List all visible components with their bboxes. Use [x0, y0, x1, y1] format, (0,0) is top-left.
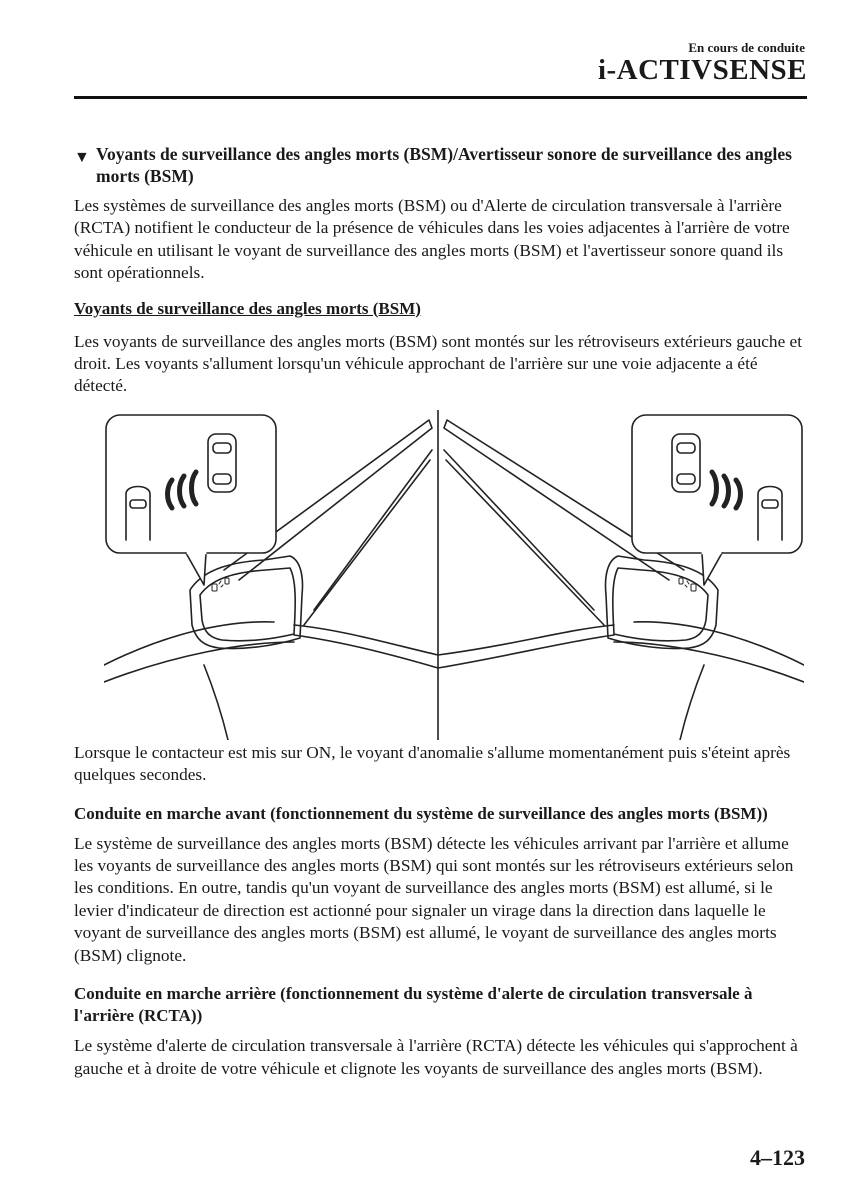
bsm-lights-heading: Voyants de surveillance des angles morts (BSM)	[74, 298, 421, 318]
triangle-marker-icon: ▼	[74, 149, 90, 166]
main-content	[74, 143, 806, 1080]
forward-heading: Conduite en marche avant (fonctionnement du système de surveillance des angles morts (BSM))	[74, 803, 768, 823]
after-figure-paragraph: Lorsque le contacteur est mis sur ON, le voyant d'anomalie s'allume momentanément puis s'éteint après quelques secondes.	[74, 742, 791, 785]
mirror-illustration	[104, 410, 804, 740]
section-heading	[74, 143, 806, 187]
mirror-illustration-svg	[104, 410, 804, 740]
header-kicker: En cours de conduite	[688, 40, 805, 55]
forward-paragraph: Le système de surveillance des angles morts (BSM) détecte les véhicules arrivant par l'arrière et allume les voyants de surveillance des angles morts (BSM) qui sont montés sur les rétroviseurs extérieurs selon les conditions. En outre, tandis qu'un voyant de surveillance des angles morts (BSM) est allumé, si le levier d'indicateur de direction est actionné pour signaler un virage dans la direction dans laquelle le voyant de surveillance des angles morts (BSM) est allumé, le voyant de surveillance des angles morts (BSM) clignote.	[74, 833, 794, 965]
page-title: i-ACTIVSENSE	[597, 54, 807, 86]
header-divider	[74, 96, 807, 99]
right-mirror-housing	[606, 556, 719, 649]
section-heading-text: Voyants de surveillance des angles morts (BSM)/Avertisseur sonore de surveillance des angles morts (BSM)	[96, 144, 792, 186]
reverse-paragraph: Le système d'alerte de circulation transversale à l'arrière (RCTA) détecte les véhicules qui s'approchent à gauche et à droite de votre véhicule et clignote les voyants de surveillance des angles morts (BSM).	[74, 1036, 798, 1078]
reverse-heading: Conduite en marche arrière (fonctionnement du système d'alerte de circulation transversale à l'arrière (RCTA))	[74, 984, 753, 1026]
left-mirror-glass	[200, 568, 295, 641]
left-mirror-housing	[190, 556, 303, 649]
right-mirror-glass	[613, 568, 708, 641]
page-number: 4–123	[750, 1145, 805, 1170]
bsm-lights-paragraph: Les voyants de surveillance des angles morts (BSM) sont montés sur les rétroviseurs extérieurs gauche et droit. Les voyants s'allument lorsqu'un véhicule approchant de l'arrière sur une voie adjacente a été détecté.	[74, 331, 803, 396]
intro-paragraph: Les systèmes de surveillance des angles morts (BSM) ou d'Alerte de circulation transversale à l'arrière (RCTA) notifient le conducteur de la présence de véhicules dans les voies adjacentes à l'arrière de votre véhicule en utilisant le voyant de surveillance des angles morts (BSM) et l'avertisseur sonore quand ils sont opérationnels.	[74, 196, 790, 283]
